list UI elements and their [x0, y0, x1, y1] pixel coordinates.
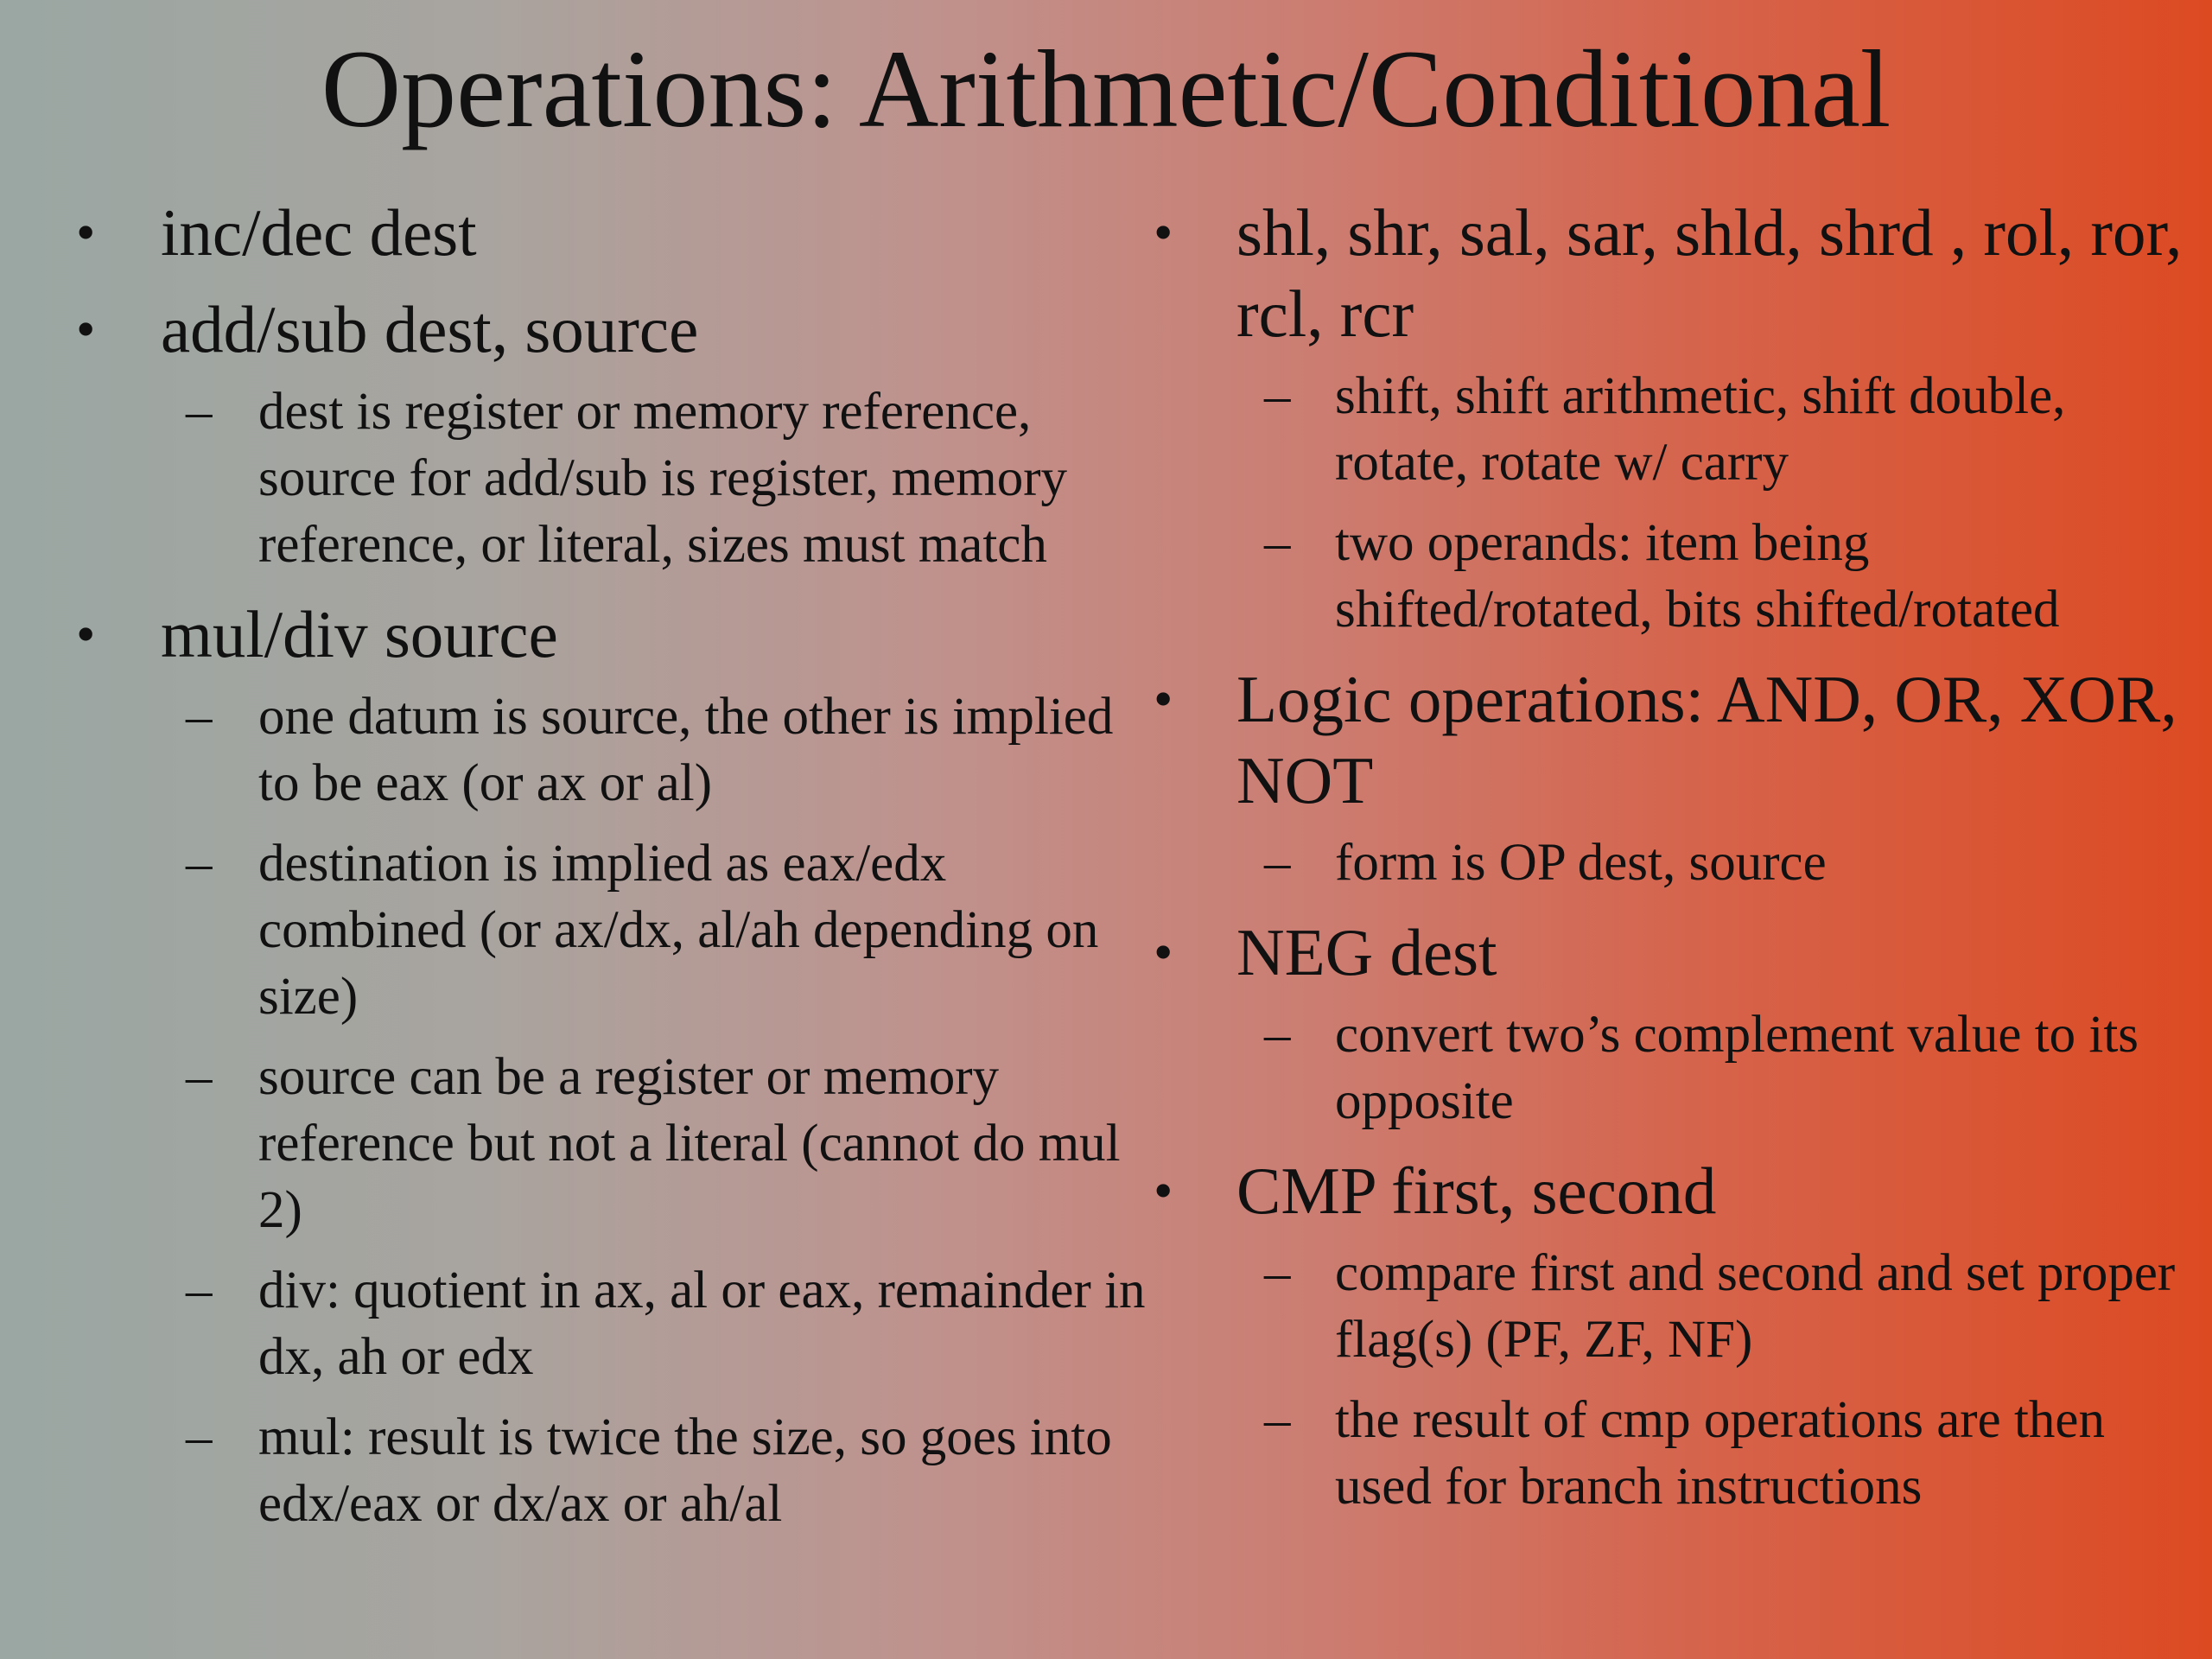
sub-bullet-item — [1154, 363, 2199, 496]
bullet-text: shl, shr, sal, sar, shld, shrd , rol, ror, rcl, rcr — [1236, 195, 2183, 351]
dash-icon: – — [1264, 367, 1291, 425]
sub-bullet-text: div: quotient in ax, al or eax, remainder in dx, ah or edx — [258, 1262, 1146, 1386]
left-bullet-list — [76, 192, 1165, 1537]
sub-bullet-item — [1154, 1001, 2199, 1135]
dash-icon: – — [186, 1262, 213, 1319]
bullet-icon: • — [76, 201, 96, 263]
bullet-item — [1154, 912, 2199, 1135]
bullet-icon: • — [1154, 668, 1173, 729]
dash-icon: – — [1264, 834, 1291, 892]
sub-bullet-list — [1236, 830, 2199, 896]
bullet-icon: • — [1154, 201, 1173, 263]
right-column — [1154, 192, 2199, 1535]
bullet-item — [76, 289, 1165, 578]
sub-bullet-text: compare first and second and set proper flag(s) (PF, ZF, NF) — [1335, 1244, 2176, 1369]
sub-bullet-list — [161, 378, 1165, 578]
sub-bullet-item — [1154, 1387, 2199, 1520]
sub-bullet-text: dest is register or memory reference, source for add/sub is register, memory reference, or literal, sizes must match — [258, 383, 1068, 574]
bullet-icon: • — [1154, 1160, 1173, 1221]
left-column — [76, 192, 1165, 1553]
sub-bullet-text: shift, shift arithmetic, shift double, rotate, rotate w/ carry — [1335, 367, 2066, 492]
dash-icon: – — [186, 835, 213, 893]
bullet-item — [1154, 192, 2199, 643]
bullet-item — [76, 594, 1165, 1537]
dash-icon: – — [186, 1048, 213, 1106]
sub-bullet-text: the result of cmp operations are then used for branch instructions — [1335, 1391, 2105, 1516]
sub-bullet-list — [161, 683, 1165, 1537]
sub-bullet-text: one datum is source, the other is implied to be eax (or ax or al) — [258, 688, 1114, 812]
sub-bullet-list — [1236, 1001, 2199, 1135]
bullet-text: NEG dest — [1236, 915, 1497, 989]
sub-bullet-list — [1236, 363, 2199, 643]
dash-icon: – — [1264, 514, 1291, 572]
dash-icon: – — [1264, 1244, 1291, 1302]
dash-icon: – — [1264, 1006, 1291, 1064]
sub-bullet-text: source can be a register or memory reference but not a literal (cannot do mul 2) — [258, 1048, 1121, 1239]
bullet-item — [1154, 1150, 2199, 1520]
sub-bullet-text: two operands: item being shifted/rotated, bits shifted/rotated — [1335, 514, 2060, 639]
sub-bullet-list — [1236, 1240, 2199, 1520]
bullet-text: mul/div source — [161, 597, 558, 671]
sub-bullet-item — [1154, 510, 2199, 643]
bullet-text: inc/dec dest — [161, 195, 477, 270]
sub-bullet-item — [76, 1257, 1165, 1390]
sub-bullet-text: form is OP dest, source — [1335, 834, 1827, 892]
sub-bullet-item — [1154, 830, 2199, 896]
bullet-item — [76, 192, 1165, 273]
dash-icon: – — [1264, 1391, 1291, 1449]
sub-bullet-text: mul: result is twice the size, so goes into edx/eax or dx/ax or ah/al — [258, 1408, 1112, 1533]
bullet-text: add/sub dest, source — [161, 292, 699, 366]
right-bullet-list — [1154, 192, 2199, 1520]
slide-title: Operations: Arithmetic/Conditional — [321, 28, 1891, 150]
sub-bullet-text: destination is implied as eax/edx combined (or ax/dx, al/ah depending on size) — [258, 835, 1099, 1026]
bullet-icon: • — [1154, 921, 1173, 982]
dash-icon: – — [186, 383, 213, 441]
sub-bullet-text: convert two’s complement value to its opposite — [1335, 1006, 2139, 1130]
dash-icon: – — [186, 688, 213, 746]
bullet-text: Logic operations: AND, OR, XOR, NOT — [1236, 662, 2177, 817]
sub-bullet-item — [76, 1044, 1165, 1243]
bullet-icon: • — [76, 603, 96, 664]
sub-bullet-item — [76, 378, 1165, 578]
dash-icon: – — [186, 1408, 213, 1466]
sub-bullet-item — [76, 830, 1165, 1030]
bullet-icon: • — [76, 298, 96, 359]
sub-bullet-item — [76, 683, 1165, 817]
sub-bullet-item — [76, 1404, 1165, 1537]
sub-bullet-item — [1154, 1240, 2199, 1373]
bullet-item — [1154, 658, 2199, 896]
bullet-text: CMP first, second — [1236, 1154, 1717, 1228]
